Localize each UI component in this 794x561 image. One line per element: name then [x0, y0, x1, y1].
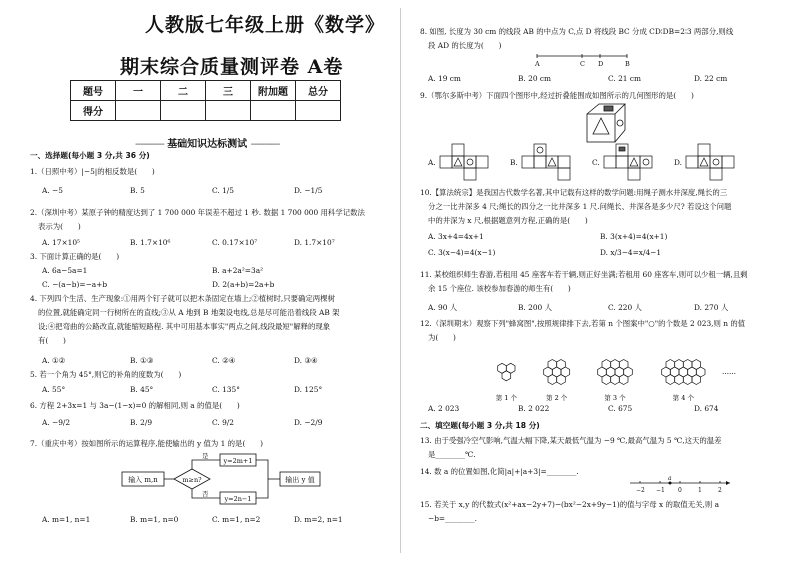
- option[interactable]: A. 17×10⁵: [42, 238, 80, 247]
- exam-title: 人教版七年级上册《数学》: [145, 14, 386, 36]
- question-4-line: 设;④把弯曲的公路改直,就能缩短路程. 其中可用基本事实"两点之间,线段最短"解释的现象: [38, 322, 331, 331]
- option[interactable]: B. 45°: [130, 385, 154, 394]
- option[interactable]: D. 2(a+b)=2a+b: [212, 280, 275, 289]
- option[interactable]: A. −9/2: [42, 418, 71, 427]
- hexagon-cell: [666, 375, 675, 385]
- option[interactable]: D. x/3−4=x/4−1: [600, 248, 662, 257]
- net-a: [440, 144, 488, 180]
- question-7: 7.（重庆中考）按如图所示的运算程序,能使输出的 y 值为 1 的是( ): [30, 439, 263, 448]
- flow-output-text: 输出 y 值: [285, 476, 315, 484]
- exam-subtitle: 期末综合质量测评卷 A卷: [120, 56, 344, 78]
- right-column: [420, 0, 770, 561]
- option[interactable]: B. 200 人: [518, 303, 552, 312]
- option[interactable]: B. 20 cm: [518, 74, 552, 83]
- score-table: [70, 80, 341, 121]
- part1-heading: 一、选择题(每小题 3 分,共 36 分): [30, 151, 150, 160]
- hexagon-cell: [611, 375, 620, 385]
- point-label: B: [625, 60, 630, 68]
- option[interactable]: C. 135°: [212, 385, 240, 394]
- flow-formula-2: y=2n−1: [224, 495, 252, 503]
- option[interactable]: C. m=1, n=2: [212, 515, 261, 524]
- option[interactable]: C. 9/2: [212, 418, 234, 427]
- option[interactable]: A. 55°: [42, 385, 66, 394]
- question-3: 3. 下面计算正确的是( ): [30, 252, 120, 261]
- point-label: D: [598, 60, 604, 68]
- question-4-line: 4. 下列四个生活、生产现象:①用两个钉子就可以把木条固定在墙上;②植树时,只要确定两棵树: [30, 294, 335, 303]
- net-d: [686, 144, 734, 180]
- option[interactable]: D. −2/9: [294, 418, 323, 427]
- score-cell[interactable]: [296, 101, 341, 121]
- score-cell[interactable]: [206, 101, 251, 121]
- question-6: 6. 方程 2+3x=1 与 3a−(1−x)=0 的解相同,则 a 的值是( ): [30, 401, 240, 410]
- honeycomb-figure: [490, 350, 740, 405]
- score-header-cell: 三: [206, 81, 251, 101]
- point-a-label: a: [668, 475, 672, 482]
- tick-label: 0: [678, 487, 682, 494]
- question-15-line: 15. 若关于 x,y 的代数式(x²+ax−2y+7)−(bx²−2x+9y−1)的值与字母 x 的取值无关,则 a: [420, 500, 719, 509]
- option[interactable]: D. 125°: [294, 385, 323, 394]
- hexagon-cell: [557, 375, 566, 385]
- column-divider: [400, 8, 401, 553]
- question-8-line: 段 AD 的长度为( ): [428, 41, 502, 50]
- option[interactable]: D. m=2, n=1: [294, 515, 343, 524]
- option[interactable]: A. 3x+4=4x+1: [428, 232, 484, 241]
- question-4-line: 的位置,就能确定同一行树所在的直线;③从 A 地到 B 地架设电线,总是尽可能沿着线段 AB 架: [38, 308, 340, 317]
- question-1: 1.（日照中考）|−5|的相反数是( ): [30, 167, 155, 176]
- question-12-line: 为( ): [428, 333, 456, 342]
- score-header-cell: 总分: [296, 81, 341, 101]
- ellipsis: ……: [722, 368, 736, 376]
- tick-label: −2: [636, 487, 645, 494]
- option[interactable]: C. ②④: [212, 356, 236, 365]
- hexagon-cell: [692, 375, 701, 385]
- option[interactable]: C. −(a−b)=−a+b: [42, 280, 108, 289]
- number-line: [630, 475, 740, 497]
- option[interactable]: B. 1.7×10⁶: [130, 238, 171, 247]
- option[interactable]: A. ①②: [42, 356, 66, 365]
- hexagon-cell: [502, 371, 511, 381]
- point-label: C: [580, 60, 585, 68]
- question-2-line: 2.（深圳中考）某原子钟的精度达到了 1 700 000 年误差不超过 1 秒. 数据 1 700 000 用科学记数法: [30, 208, 365, 217]
- figure-label: 第 4 个: [672, 394, 694, 402]
- option[interactable]: D. −1/5: [294, 186, 323, 195]
- figure-label: 第 2 个: [546, 394, 568, 402]
- hexagon-cell: [619, 375, 628, 385]
- tick-label: 2: [718, 487, 722, 494]
- cube-nets: [440, 144, 780, 180]
- score-cell[interactable]: [116, 101, 161, 121]
- option[interactable]: C. 21 cm: [608, 74, 641, 83]
- question-11-line: 余 15 个座位. 该校参加春游的师生有( ): [428, 284, 571, 293]
- option[interactable]: C. 1/5: [212, 186, 234, 195]
- question-10-line: 10.【算法统宗】是我国古代数学名著,其中记载有这样的数学问题:用绳子测水井深度,绳长的三: [420, 188, 728, 197]
- option[interactable]: D. 674: [694, 404, 719, 413]
- option[interactable]: B. 2 022: [518, 404, 550, 413]
- net-c: [604, 144, 652, 180]
- square-icon: [604, 106, 613, 111]
- segment-figure: [535, 52, 645, 68]
- question-13-line: 是________℃.: [428, 450, 476, 459]
- flow-formula-1: y=2m+1: [223, 457, 253, 465]
- question-9: 9.（鄂尔多斯中考）下面四个图形中,经过折叠能围成如图所示的几何图形的是( ): [420, 91, 694, 100]
- flowchart: [120, 452, 350, 508]
- flow-input-text: 输入 m,n: [128, 476, 158, 484]
- option[interactable]: C. 220 人: [608, 303, 642, 312]
- question-13-line: 13. 由于受强冷空气影响,气温大幅下降,某天最低气温为 −9 ℃,最高气温为 5 ℃,这天的温差: [420, 436, 722, 445]
- flow-arrow: [256, 460, 268, 498]
- score-header-cell: 一: [116, 81, 161, 101]
- question-10-line: 分之一比井深多 4 尺;绳长的四分之一比井深多 1 尺.问绳长、井深各是多少尺? 若设这个问题: [428, 202, 732, 211]
- option[interactable]: D.: [674, 158, 683, 167]
- question-12-line: 12.（深圳期末）观察下列"蜂窝图",按照规律排下去,若第 n 个图案中"○"的个数是 2 023,则 n 的值: [420, 319, 746, 328]
- option[interactable]: A. 2 023: [428, 404, 460, 413]
- option[interactable]: B. 5: [130, 186, 145, 195]
- question-2-line: 表示为( ): [38, 222, 81, 231]
- option[interactable]: D. 1.7×10⁷: [294, 238, 335, 247]
- option[interactable]: B. 3(x+4)=4(x+1): [600, 232, 668, 241]
- option[interactable]: A. m=1, n=1: [42, 515, 91, 524]
- tick-label: −1: [656, 487, 665, 494]
- hexagon-cell: [675, 375, 684, 385]
- option[interactable]: B. a+2a²=3a²: [212, 266, 264, 275]
- option[interactable]: A. 19 cm: [428, 74, 461, 83]
- option[interactable]: D. 270 人: [694, 303, 729, 312]
- option[interactable]: C. 675: [608, 404, 633, 413]
- option[interactable]: C. 3(x−4)=4(x−1): [428, 248, 496, 257]
- left-column: [30, 0, 386, 561]
- question-15-line: −b=________.: [428, 514, 478, 523]
- option[interactable]: B. m=1, n=0: [130, 515, 179, 524]
- question-11-line: 11. 某校组织师生春游,若租用 45 座客车若干辆,则正好坐满;若租用 60 座客车,则可以少租一辆,且剩: [420, 270, 748, 279]
- score-row-label: 得分: [71, 101, 116, 121]
- tick-label: 1: [698, 487, 702, 494]
- score-cell[interactable]: [161, 101, 206, 121]
- score-header-cell: 附加题: [251, 81, 296, 101]
- option[interactable]: A. 90 人: [428, 303, 458, 312]
- circle-icon: [617, 120, 623, 126]
- question-8-line: 8. 如图, 长度为 30 cm 的线段 AB 的中点为 C,点 D 将线段 BC 分成 CD∶DB=2∶3 两部分,则线: [420, 27, 734, 36]
- net-b: [522, 144, 570, 180]
- option[interactable]: A. 6a−5a=1: [42, 266, 88, 275]
- question-4-line: 有( ): [38, 336, 66, 345]
- option[interactable]: B. ①③: [130, 356, 154, 365]
- flow-arrow: [192, 460, 220, 469]
- score-table-row: [71, 101, 341, 121]
- cube-figure: [585, 102, 630, 147]
- score-header-cell: 题号: [71, 81, 116, 101]
- arrow-right-icon: [726, 481, 730, 485]
- score-table-header-row: [71, 81, 341, 101]
- question-5: 5. 若一个角为 45°,则它的补角的度数为( ): [30, 370, 182, 379]
- flow-yes-label: 是: [202, 452, 209, 460]
- hexagon-cell: [548, 375, 557, 385]
- option[interactable]: D. 22 cm: [694, 74, 728, 83]
- figure-label: 第 1 个: [495, 394, 517, 402]
- option[interactable]: C.: [592, 158, 600, 167]
- question-10-line: 中的井深为 x 尺,根据题意列方程,正确的是( ): [428, 216, 588, 225]
- option[interactable]: B. 2/9: [130, 418, 153, 427]
- option[interactable]: D. ③④: [294, 356, 318, 365]
- point-label: A: [535, 60, 540, 68]
- option[interactable]: B.: [510, 158, 518, 167]
- hexagon-cell: [602, 375, 611, 385]
- hexagon-cell: [683, 375, 692, 385]
- section-title: ----------- 基础知识达标测试 -----------: [135, 139, 280, 150]
- option[interactable]: A. −5: [42, 186, 63, 195]
- option[interactable]: C. 0.17×10⁷: [212, 238, 258, 247]
- score-cell[interactable]: [251, 101, 296, 121]
- part2-heading: 二、填空题(每小题 3 分,共 18 分): [420, 421, 540, 430]
- figure-label: 第 3 个: [604, 394, 626, 402]
- cube-side: [615, 104, 625, 142]
- flow-decision-text: m≥n?: [182, 476, 202, 484]
- option[interactable]: A.: [428, 158, 436, 167]
- triangle-icon: [593, 118, 609, 134]
- score-header-cell: 二: [161, 81, 206, 101]
- question-14: 14. 数 a 的位置如图,化简|a|+|a+3|=________.: [420, 467, 579, 476]
- flow-no-label: 否: [202, 490, 209, 498]
